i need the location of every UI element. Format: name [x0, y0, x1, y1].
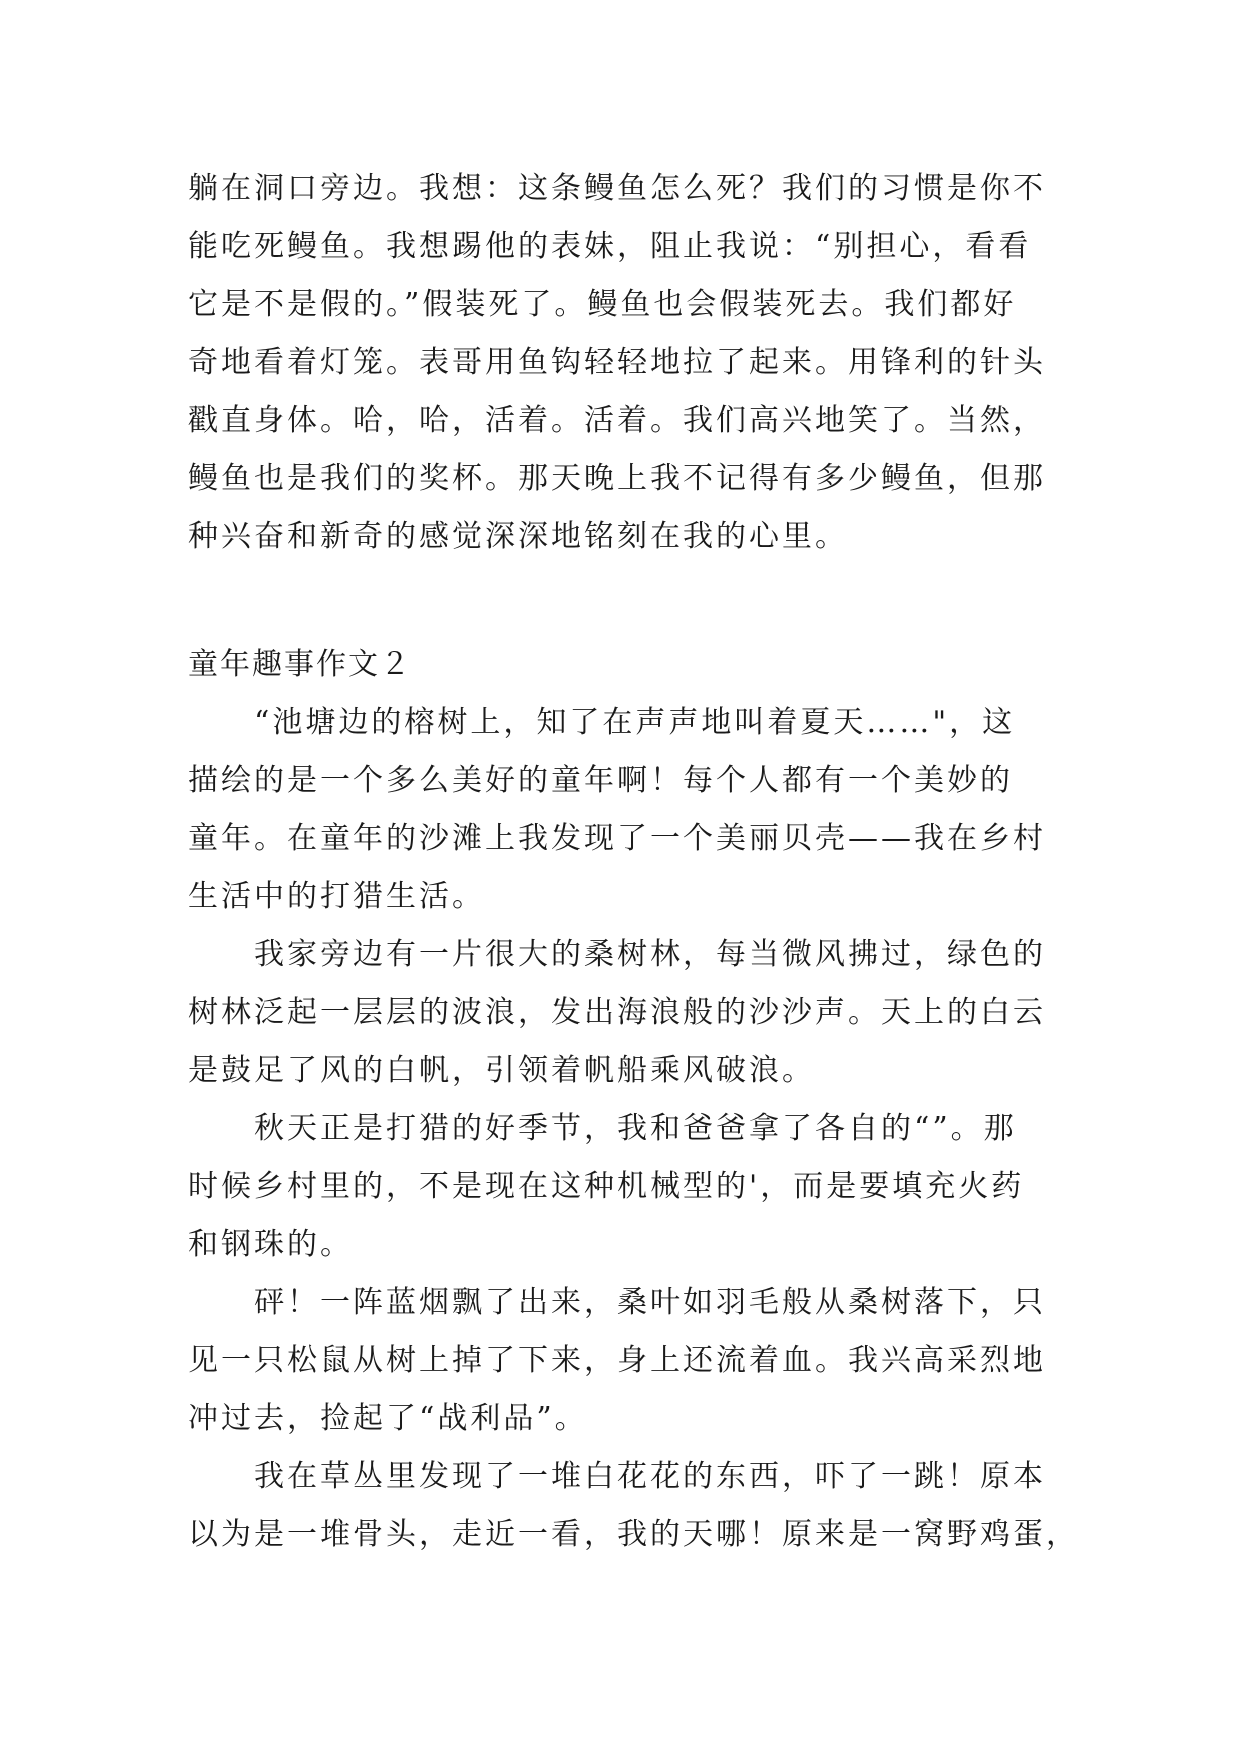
section-spacer [188, 566, 1068, 636]
text-line: 生活中的打猎生活。 [188, 879, 485, 914]
paragraph [188, 926, 1068, 1100]
text-line: 能吃死鳗鱼。我想踢他的表妹，阻止我说：“别担心，看看 [188, 229, 1032, 264]
text-line: 是鼓足了风的白帆，引领着帆船乘风破浪。 [188, 1053, 815, 1088]
text-line: 和钢珠的。 [188, 1227, 353, 1262]
text-line: 我家旁边有一片很大的桑树林，每当微风拂过，绿色的 [254, 937, 1046, 972]
text-line: 它是不是假的。”假装死了。鳗鱼也会假装死去。我们都好 [188, 287, 1017, 322]
text-line: 童年。在童年的沙滩上我发现了一个美丽贝壳——我在乡村 [188, 821, 1046, 856]
document-body [188, 160, 1079, 1564]
section-2 [188, 636, 1079, 1564]
text-line: 砰！一阵蓝烟飘了出来，桑叶如羽毛般从桑树落下，只 [254, 1285, 1046, 1320]
text-line: 躺在洞口旁边。我想：这条鳗鱼怎么死？我们的习惯是你不 [188, 171, 1046, 206]
text-line: 秋天正是打猎的好季节，我和爸爸拿了各自的“”。那 [254, 1111, 1017, 1146]
text-line: 描绘的是一个多么美好的童年啊！每个人都有一个美妙的 [188, 763, 1013, 798]
text-line: 以为是一堆骨头，走近一看，我的天哪！原来是一窝野鸡蛋， [188, 1517, 1079, 1552]
text-line: 我在草丛里发现了一堆白花花的东西，吓了一跳！原本 [254, 1459, 1046, 1494]
text-line: “池塘边的榕树上，知了在声声地叫着夏天……"，这 [254, 705, 1016, 740]
text-line: 奇地看着灯笼。表哥用鱼钩轻轻地拉了起来。用锋利的针头 [188, 345, 1046, 380]
text-line: 时候乡村里的，不是现在这种机械型的'，而是要填充火药 [188, 1169, 1025, 1204]
paragraph [188, 1100, 1068, 1274]
section-heading: 童年趣事作文２ [188, 647, 412, 682]
text-line: 鳗鱼也是我们的奖杯。那天晚上我不记得有多少鳗鱼，但那 [188, 461, 1046, 496]
section-1 [188, 160, 1068, 566]
text-line: 种兴奋和新奇的感觉深深地铭刻在我的心里。 [188, 519, 848, 554]
text-line: 见一只松鼠从树上掉了下来，身上还流着血。我兴高采烈地 [188, 1343, 1046, 1378]
text-line: 冲过去，捡起了“战利品”。 [188, 1401, 588, 1436]
text-line: 树林泛起一层层的波浪，发出海浪般的沙沙声。天上的白云 [188, 995, 1046, 1030]
paragraph [188, 1448, 1079, 1564]
paragraph [188, 1274, 1068, 1448]
paragraph [188, 694, 1068, 926]
text-line: 戳直身体。哈，哈，活着。活着。我们高兴地笑了。当然， [188, 403, 1046, 438]
